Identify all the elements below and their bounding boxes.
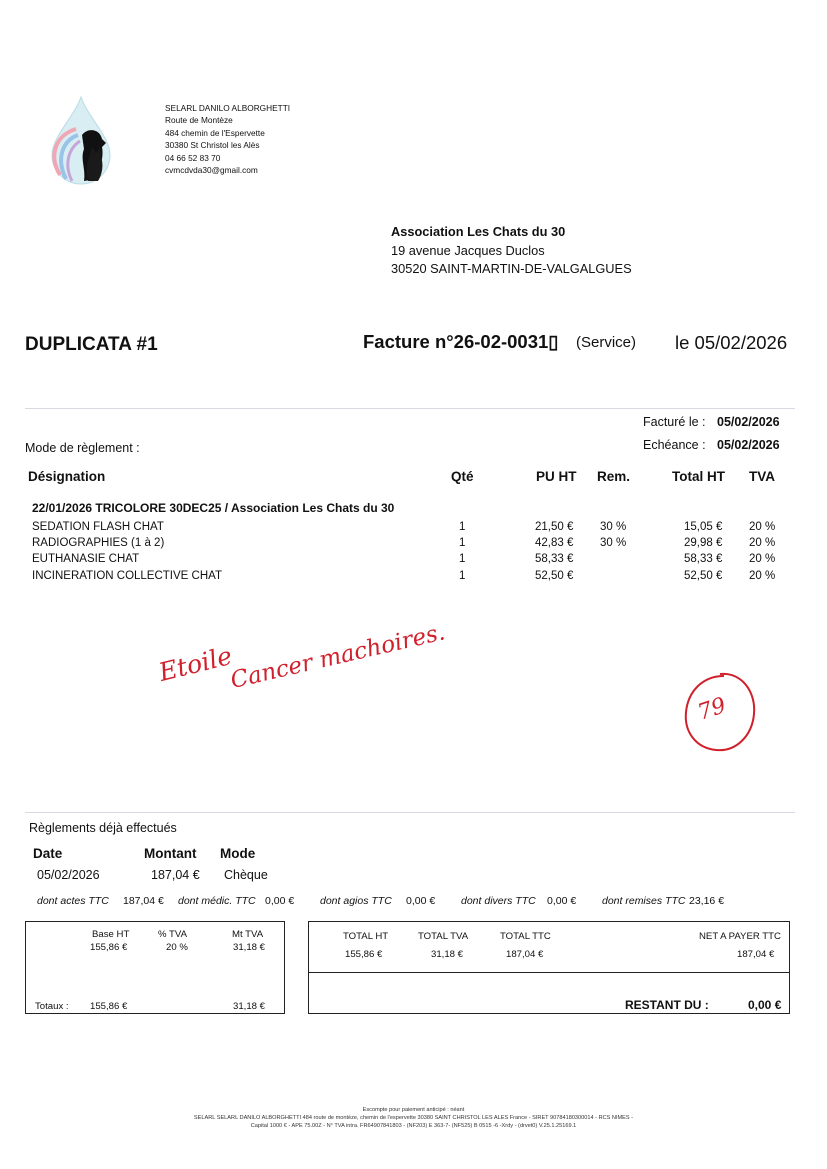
col-tva: TVA: [749, 469, 775, 484]
footer-line-2: SELARL SELARL DANILO ALBORGHETTI 484 route de montèze, chemin de l'espervette 30380 SAINT CHRISTOL LES ALES France - SIRET 90784180300014 - RCS NIMES -: [193, 1115, 634, 1121]
payments-col-mode: Mode: [220, 846, 256, 861]
sender-city: 30380 St Christol les Alès: [165, 140, 260, 151]
totals-col-ht: TOTAL HT: [343, 931, 389, 942]
totals-col-ttc: TOTAL TTC: [500, 931, 551, 942]
invoice-type: (Service): [576, 334, 637, 351]
handwritten-note-2: Cancer machoires.: [228, 619, 448, 694]
row-designation: SEDATION FLASH CHAT: [32, 521, 164, 533]
sender-address2: 484 chemin de l'Espervette: [165, 127, 265, 138]
totals-col-tva: TOTAL TVA: [418, 931, 469, 942]
breakdown-medic-value: 0,00 €: [265, 895, 295, 907]
breakdown-divers-label: dont divers TTC: [461, 895, 536, 907]
row-total: 52,50 €: [684, 570, 723, 582]
totals-col-net: NET A PAYER TTC: [699, 931, 781, 942]
vat-base: 155,86 €: [90, 942, 128, 953]
sender-block: [165, 102, 290, 176]
invoice-number: Facture n°26-02-0031▯: [363, 331, 559, 352]
recipient-city: 30520 SAINT-MARTIN-DE-VALGALGUES: [391, 261, 632, 276]
footer: [0, 1106, 827, 1130]
breakdown-agios-label: dont agios TTC: [320, 895, 392, 907]
row-tva: 20 %: [749, 553, 776, 565]
due-label: Echéance :: [643, 438, 706, 452]
divider-top: [25, 408, 795, 409]
totals-net-value: 187,04 €: [737, 949, 775, 960]
row-qty: 1: [459, 553, 466, 565]
footer-line-3: Capital 1000 € - APE 75.00Z - N° TVA intra. FR64907841803 - (NF203) E 363-7- (NF525) B 0515 -6 -Xrdy - (drvet0) V.25.1.25169.1: [250, 1123, 577, 1129]
row-tva: 20 %: [749, 521, 776, 533]
sender-address1: Route de Montèze: [165, 115, 233, 126]
row-designation: EUTHANASIE CHAT: [32, 553, 140, 565]
sender-phone: 04 66 52 83 70: [165, 152, 221, 163]
breakdown-remises-label: dont remises TTC: [602, 895, 686, 907]
sender-name: SELARL DANILO ALBORGHETTI: [165, 103, 291, 113]
handwritten-note-1: Etoile: [155, 640, 235, 687]
row-qty: 1: [459, 537, 466, 549]
row-pu: 42,83 €: [535, 537, 574, 549]
row-tva: 20 %: [749, 537, 776, 549]
totals-ttc-value: 187,04 €: [506, 949, 544, 960]
vat-amount: 31,18 €: [233, 942, 266, 953]
row-tva: 20 %: [749, 570, 776, 582]
payment-mode-label: Mode de règlement :: [25, 441, 140, 455]
breakdown-agios-value: 0,00 €: [406, 895, 436, 907]
clinic-logo: [46, 95, 116, 187]
row-total: 58,33 €: [684, 553, 723, 565]
breakdown-remises-value: 23,16 €: [689, 895, 725, 907]
row-designation: INCINERATION COLLECTIVE CHAT: [32, 570, 222, 582]
payment-date: 05/02/2026: [37, 868, 100, 882]
row-pu: 21,50 €: [535, 521, 574, 533]
col-qty: Qté: [451, 469, 474, 484]
group-title: 22/01/2026 TRICOLORE 30DEC25 / Association Les Chats du 30: [32, 501, 395, 515]
row-rem: 30 %: [600, 537, 627, 549]
breakdown-medic-label: dont médic. TTC: [178, 895, 256, 907]
invoice-date: le 05/02/2026: [675, 332, 788, 353]
vat-col-amount: Mt TVA: [232, 929, 264, 940]
row-qty: 1: [459, 521, 466, 533]
vat-totals-label: Totaux :: [35, 1001, 69, 1012]
vat-totals-base: 155,86 €: [90, 1001, 128, 1012]
vat-col-base: Base HT: [92, 929, 130, 940]
vat-col-rate: % TVA: [158, 929, 187, 940]
totals-ht-value: 155,86 €: [345, 949, 383, 960]
footer-line-1: Escompte pour paiement anticipé : néant: [362, 1107, 465, 1113]
remaining-label: RESTANT DU :: [625, 998, 709, 1012]
recipient-block: [391, 223, 632, 279]
breakdown-acts-label: dont actes TTC: [37, 895, 109, 907]
payments-title: Règlements déjà effectués: [29, 821, 177, 835]
recipient-name: Association Les Chats du 30: [391, 224, 566, 239]
payments-col-amount: Montant: [144, 846, 197, 861]
vat-rate: 20 %: [166, 942, 188, 953]
billed-date: 05/02/2026: [717, 415, 780, 429]
recipient-address: 19 avenue Jacques Duclos: [391, 242, 545, 258]
remaining-value: 0,00 €: [748, 998, 782, 1012]
billed-label: Facturé le :: [643, 415, 706, 429]
payment-mode: Chèque: [224, 868, 268, 882]
row-designation: RADIOGRAPHIES (1 à 2): [32, 537, 165, 549]
row-total: 29,98 €: [684, 537, 723, 549]
col-designation: Désignation: [28, 469, 106, 484]
totals-box-divider: [309, 972, 790, 973]
col-pu: PU HT: [536, 469, 577, 484]
sender-email: cvmcdvda30@gmail.com: [165, 165, 258, 176]
vat-totals-amount: 31,18 €: [233, 1001, 266, 1012]
circled-number: 79: [694, 693, 730, 726]
due-date: 05/02/2026: [717, 438, 780, 452]
row-qty: 1: [459, 570, 466, 582]
row-rem: 30 %: [600, 521, 627, 533]
duplicata-title: DUPLICATA #1: [25, 334, 158, 355]
col-rem: Rem.: [597, 469, 631, 484]
payment-amount: 187,04 €: [151, 868, 200, 882]
col-total: Total HT: [672, 469, 725, 484]
divider-bottom: [25, 812, 795, 813]
row-pu: 58,33 €: [535, 553, 574, 565]
totals-tva-value: 31,18 €: [431, 949, 464, 960]
row-total: 15,05 €: [684, 521, 723, 533]
breakdown-acts-value: 187,04 €: [123, 895, 164, 907]
payments-col-date: Date: [33, 846, 63, 861]
row-pu: 52,50 €: [535, 570, 574, 582]
breakdown-divers-value: 0,00 €: [547, 895, 577, 907]
